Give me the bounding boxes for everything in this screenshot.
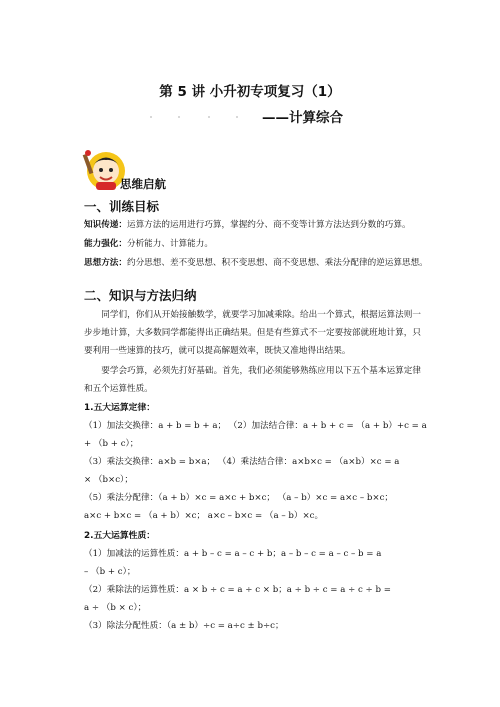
law-line-3: （3）乘法交换律：a×b = b×a； （4）乘法结合律：a×b×c = （a×b）×c = a: [84, 457, 400, 467]
property-line-5: （3）除法分配性质：（a ± b）÷c = a÷c ± b÷c；: [84, 621, 284, 631]
section1-item-1: 知识传递：运算方法的运用进行巧算，掌握约分、商不变等计算方法达到分数的巧算。: [84, 220, 411, 230]
law-line-6: a×c + b×c = （a + b）×c； a×c – b×c = （a – b）×c。: [84, 511, 324, 521]
law-line-2: + （b + c）；: [84, 439, 139, 449]
property-line-1: （1）加减法的运算性质：a + b – c = a – c + b；a – b – c = a – c – b = a: [84, 549, 382, 559]
property-line-4: a ÷ （b × c）；: [84, 603, 147, 613]
document-subtitle: ——计算综合: [262, 110, 343, 126]
section2-paragraph-2: 要学会巧算，必须先打好基础。首先，我们必须能够熟练应用以下五个基本运算定律和五个运算性质。: [84, 366, 421, 394]
property-line-3: （2）乘除法的运算性质：a × b ÷ c = a ÷ c × b；a ÷ b ÷ c = a ÷ c ÷ b =: [84, 585, 391, 595]
law-line-5: （5）乘法分配律：（a + b）×c = a×c + b×c； （a – b）×c = a×c – b×c；: [84, 493, 393, 503]
laws-heading: 1.五大运算定律：: [84, 403, 156, 413]
properties-heading: 2.五大运算性质：: [84, 531, 156, 541]
decorative-dots: [150, 116, 250, 118]
law-line-1: （1）加法交换律：a + b = b + a； （2）加法结合律：a + b + c = （a + b）+c = a: [84, 421, 427, 431]
document-title: 第 5 讲 小升初专项复习（1）: [159, 84, 341, 100]
think-label: 思维启航: [120, 177, 166, 191]
section1-heading: 一、训练目标: [84, 199, 160, 214]
law-line-4: × （b×c）；: [84, 475, 133, 485]
section2-paragraph-1: 同学们，你们从开始接触数学，就要学习加减乘除。给出一个算式，根据运算法则一步步地计算，大多数同学都能得出正确结果。但是有些算式不一定要按部就班地计算，只要利用一些速算的技巧，就可以提高解题效率，既快又准地得出结果。: [84, 310, 421, 356]
section1-item-2: 能力强化：分析能力、计算能力。: [84, 239, 213, 249]
section2-heading: 二、知识与方法归纳: [84, 288, 197, 303]
section1-item-3: 思想方法：约分思想、差不变思想、积不变思想、商不变思想、乘法分配律的逆运算思想。: [84, 258, 428, 268]
property-line-2: – （b + c）；: [84, 567, 136, 577]
